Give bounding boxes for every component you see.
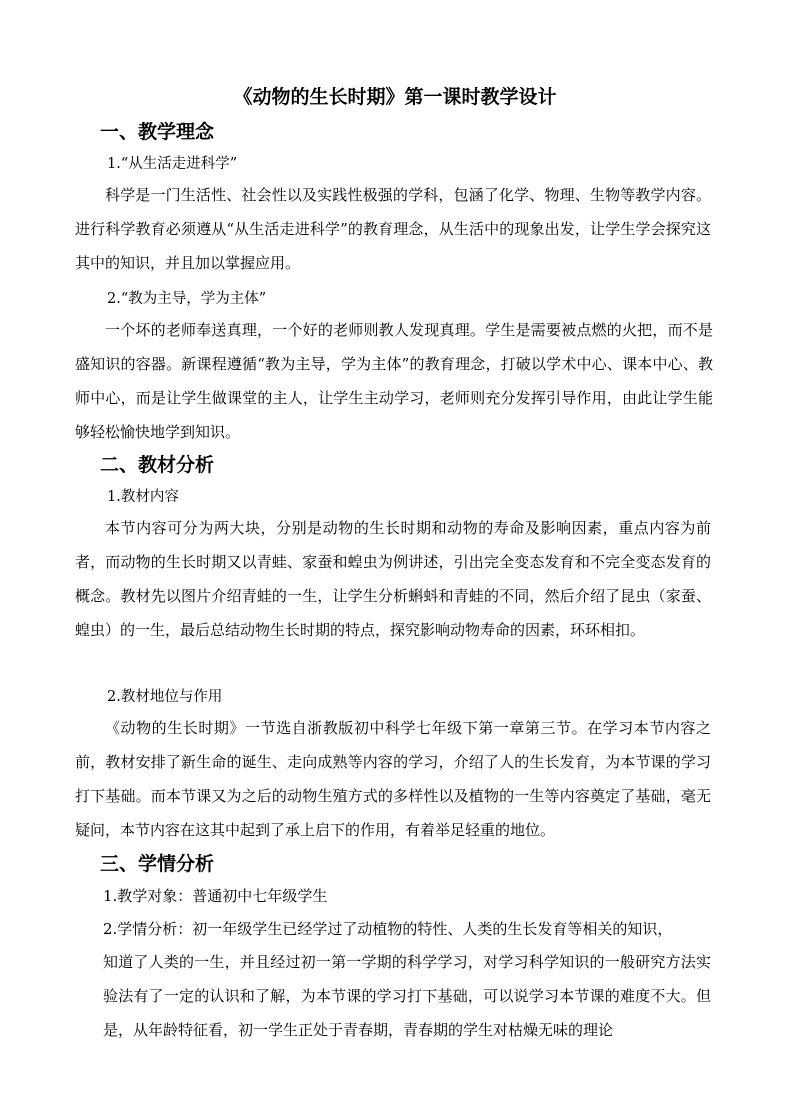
document-title: 《动物的生长时期》第一课时教学设计 [233, 86, 557, 108]
subheading: 2.“教为主导，学为主体” [107, 291, 267, 307]
paragraph: 本节内容可分为两大块，分别是动物的生长时期和动物的寿命及影响因素，重点内容为前者，而动物的生长时期又以青蛙、家蚕和蝗虫为例讲述，引出完全变态发育和不完全变态发育的概念。教材先以图片介绍青蛙的一生，让学生分析蝌蚪和青蛙的不同，然后介绍了昆虫（家蚕、蝗虫）的一生，最后总结动物生长时期的特点，探究影响动物寿命的因素，环环相扣。 [75, 519, 711, 639]
subheading: 1.“从生活走进科学” [107, 156, 238, 172]
subheading: 2.教材地位与作用 [107, 689, 223, 705]
section-heading: 二、教材分析 [100, 454, 215, 476]
section-heading: 一、教学理念 [100, 121, 215, 143]
paragraph: 一个坏的老师奉送真理，一个好的老师则教人发现真理。学生是需要被点燃的火把，而不是盛知识的容器。新课程遵循“教为主导，学为主体”的教育理念，打破以学术中心、课本中心、教师中心，而是让学生做课堂的主人，让学生主动学习，老师则充分发挥引导作用，由此让学生能够轻松愉快地学到知识。 [75, 321, 713, 441]
subheading: 1.教材内容 [107, 489, 179, 505]
paragraph: 知道了人类的一生，并且经过初一第一学期的科学学习，对学习科学知识的一般研究方法实验法有了一定的认识和了解，为本节课的学习打下基础，可以说学习本节课的难度不大。但是，从年龄特征看，初一学生正处于青春期，青春期的学生对枯燥无味的理论 [103, 953, 711, 1039]
paragraph: 《动物的生长时期》一节选自浙教版初中科学七年级下第一章第三节。在学习本节内容之前，教材安排了新生命的诞生、走向成熟等内容的学习，介绍了人的生长发育，为本节课的学习打下基础。而本节课又为之后的动物生殖方式的多样性以及植物的一生等内容奠定了基础，毫无疑问，本节内容在这其中起到了承上启下的作用，有着举足轻重的地位。 [75, 719, 711, 839]
subheading: 2.学情分析：初一年级学生已经学过了动植物的特性、人类的生长发育等相关的知识， [103, 920, 673, 938]
paragraph: 科学是一门生活性、社会性以及实践性极强的学科，包涵了化学、物理、生物等教学内容。进行科学教育必须遵从“从生活走进科学”的教育理念，从生活中的现象出发，让学生学会探究这其中的知识，并且加以掌握应用。 [75, 186, 711, 272]
section-heading: 三、学情分析 [100, 853, 215, 875]
subheading: 1.教学对象：普通初中七年级学生 [103, 887, 328, 905]
